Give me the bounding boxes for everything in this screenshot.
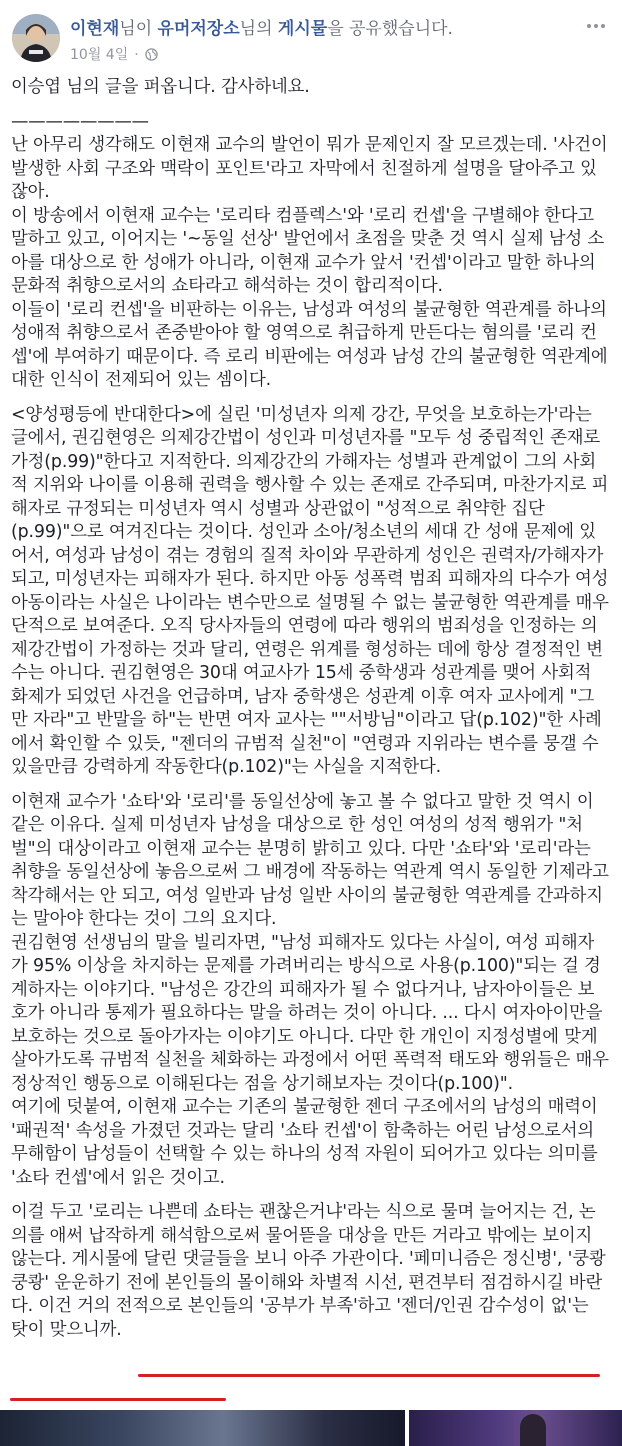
shared-media-preview[interactable] <box>0 1410 622 1446</box>
more-options-icon[interactable] <box>584 14 608 38</box>
post-header <box>0 0 622 70</box>
body-paragraph: 이 방송에서 이현재 교수는 '로리타 컴플렉스'와 '로리 컨셉'을 구별해야 한다고 말하고 있고, 이어지는 '~동일 선상' 발언에서 초점을 맞춘 것 역시 실제 남성 소아를 대상으로 한 성애가 아니라, 이현재 교수가 앞서 '컨셉'이라고 말한 하나의 문화적 취향으로서의 쇼타라고 해석하는 것이 합리적이다. <box>11 205 605 296</box>
body-paragraph: 이들이 '로리 컨셉'을 비판하는 이유는, 남성과 여성의 불균형한 역관계를 하나의 성애적 취향으로서 존중받아야 할 영역으로 취급하게 만든다는 혐의를 '로리 컨셉'에 부여하기 때문이다. 즉 로리 비판에는 여성과 남성 간의 불균형한 역관계에 대한 인식이 전제되어 있는 셈이다. <box>11 299 608 390</box>
body-paragraph: 이승엽 님의 글을 퍼옵니다. 감사하네요. <box>11 77 310 97</box>
body-paragraph: 이현재 교수가 '쇼타'와 '로리'를 동일선상에 놓고 볼 수 없다고 말한 것 역시 이 같은 이유다. 실제 미성년자 남성을 대상으로 한 성인 여성의 성적 행위가 "처벌"의 대상이라고 이현재 교수는 분명히 밝히고 있다. 다만 '쇼타'와 '로리'라는 취향을 동일선상에 놓음으로써 그 배경에 작동하는 역관계 역시 동일한 기제라고 착각해서는 안 되고, 여성 일반과 남성 일반 사이의 불균형한 역관계를 간과하지는 말아야 한다는 것이 그의 요지다. <box>11 791 609 929</box>
body-paragraph: 권김현영 선생님의 말을 빌리자면, "남성 피해자도 있다는 사실이, 여성 피해자가 95% 이상을 차지하는 문제를 가려버리는 방식으로 사용(p.100)"되는 걸 경계하자는 이야기다. "남성은 강간의 피해자가 될 수 없다거나, 남자아이들은 보호가 아니라 통제가 필요하다는 말을 하려는 것이 아니다. ... 다시 여자아이만을 보호하는 것으로 돌아가자는 이야기도 아니다. 다만 한 개인이 지정성별에 맞게 살아가도록 규범적 실천을 체화하는 과정에서 어떤 폭력적 태도와 행위들은 매우 정상적인 행동으로 이해된다는 점을 상기해보자는 것이다(p.100)". <box>11 932 609 1094</box>
headline-text-2: 님의 <box>239 19 278 39</box>
red-underline-annotation <box>138 1374 600 1377</box>
headline-text-3: 을 공유했습니다. <box>327 19 453 39</box>
body-paragraph: 이걸 두고 '로리는 나쁜데 쇼타는 괜찮은거냐'라는 식으로 물며 늘어지는 건, 논의를 애써 납작하게 해석함으로써 물어뜯을 대상을 만든 거라고 밖에는 보이지 않는다. 게시물에 달린 댓글들을 보니 아주 가관이다. '페미니즘은 정신병', '쿵쾅쿵쾅' 운운하기 전에 본인들의 몰이해와 차별적 시선, 편견부터 점검하시길 바란다. 이건 거의 전적으로 본인들의 '공부가 부족'하고 '젠더/인권 감수성이 없'는 탓이 맞으니까. <box>11 1202 606 1340</box>
body-paragraph: 여기에 덧붙여, 이현재 교수는 기존의 불균형한 젠더 구조에서의 남성의 매력이 '패권적' 속성을 가졌던 것과는 달리 '쇼타 컨셉'이 함축하는 어린 남성으로서의 무해함이 남성들이 선택할 수 있는 하나의 성적 자원이 되어가고 있다는 의미를 '쇼타 컨셉'에서 읽은 것이고. <box>11 1097 598 1188</box>
headline-text-1: 님이 <box>119 19 158 39</box>
post-body <box>11 76 609 1342</box>
media-image-left[interactable] <box>0 1410 405 1446</box>
sharer-name-link[interactable]: 이현재 <box>70 19 120 39</box>
avatar-image <box>12 14 60 62</box>
page-name-link[interactable]: 유머저장소 <box>157 19 240 39</box>
media-person-figure <box>520 1414 546 1446</box>
post-date-link[interactable]: 10월 4일 <box>70 47 129 63</box>
avatar[interactable] <box>12 14 60 62</box>
post-meta <box>70 44 158 65</box>
media-image-right[interactable] <box>409 1410 622 1446</box>
body-paragraph: 난 아무리 생각해도 이현재 교수의 발언이 뭐가 문제인지 잘 모르겠는데. '사건이 발생한 사회 구조와 맥락이 포인트'라고 자막에서 친절하게 설명을 달아주고 있잖아. <box>11 135 608 202</box>
body-divider: ———————— <box>11 111 149 132</box>
post-link[interactable]: 게시물 <box>277 19 328 39</box>
share-headline <box>70 14 453 39</box>
globe-icon[interactable] <box>145 48 158 65</box>
body-paragraph: <양성평등에 반대한다>에 실린 '미성년자 의제 강간, 무엇을 보호하는가'라는 글에서, 권김현영은 의제강간법이 성인과 미성년자를 "모두 성 중립적인 존재로 가정(p.99)"한다고 지적한다. 의제강간의 가해자는 성별과 관계없이 그의 사회적 지위와 나이를 이용해 권력을 행사할 수 있는 존재로 간주되며, 마찬가지로 피해자로 규정되는 미성년자 역시 성별과 상관없이 "성적으로 취약한 집단(p.99)"으로 여겨진다는 것이다. 성인과 소아/청소년의 세대 간 성애 문제에 있어서, 여성과 남성이 겪는 경험의 질적 차이와 무관하게 성인은 권력자/가해자가 되고, 미성년자는 피해자가 된다. 하지만 아동 성폭력 범죄 피해자의 다수가 여성 아동이라는 사실은 나이라는 변수만으로 설명될 수 없는 불균형한 역관계를 매우 단적으로 보여준다. 오직 당사자들의 연령에 따라 행위의 범죄성을 인정하는 의제강간법이 가정하는 것과 달리, 연령은 위계를 형성하는 데에 항상 결정적인 변수는 아니다. 권김현영은 30대 여교사가 15세 중학생과 성관계를 맺어 사회적 화제가 되었던 사건을 언급하며, 남자 중학생은 성관계 이후 여자 교사에게 "그만 자라"고 반말을 하"는 반면 여자 교사는 ""서방님"이라고 답(p.102)"한 사례에서 확인할 수 있듯, "젠더의 규범적 실천"이 "연령과 지위라는 변수를 뭉갤 수 있을만큼 강력하게 작동한다(p.102)"는 사실을 지적한다. <box>11 404 609 777</box>
red-underline-annotation <box>10 1398 226 1401</box>
meta-separator: · <box>134 47 139 63</box>
